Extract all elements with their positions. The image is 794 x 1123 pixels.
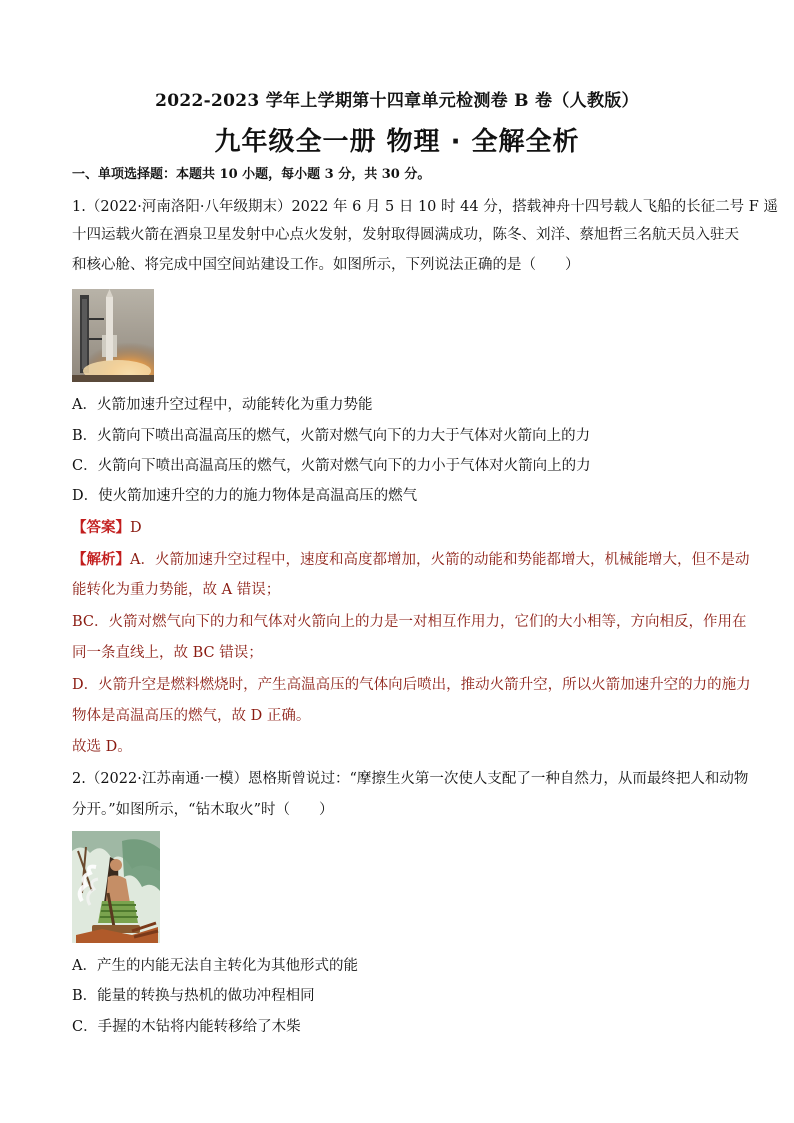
q1-analysis-line — [72, 550, 749, 570]
exam-subtitle: 九年级全一册 物理 · 全解全析 — [214, 127, 580, 157]
exam-title: 2022-2023 学年上学期第十四章单元检测卷 B 卷（人教版） — [155, 91, 639, 111]
q1-option-c: C．火箭向下喷出高温高压的燃气，火箭对燃气向下的力小于气体对火箭向上的力 — [72, 458, 591, 474]
rocket-launch-image — [72, 289, 154, 382]
q1-stem-line: 1.（2022·河南洛阳·八年级期末）2022 年 6 月 5 日 10 时 44 分，搭载神舟十四号载人飞船的长征二号 F 遥 — [72, 199, 778, 215]
answer-value: D — [130, 520, 142, 536]
drill-fire-graphic — [72, 831, 160, 943]
q1-analysis-line: 物体是高温高压的燃气，故 D 正确。 — [72, 708, 311, 724]
q1-stem-line: 和核心舱、将完成中国空间站建设工作。如图所示，下列说法正确的是（ ） — [72, 257, 580, 273]
q1-analysis-line: 同一条直线上，故 BC 错误； — [72, 645, 263, 661]
q1-answer — [72, 518, 142, 538]
q1-option-d: D．使火箭加速升空的力的施力物体是高温高压的燃气 — [72, 488, 418, 504]
q1-conclusion: 故选 D。 — [72, 739, 132, 755]
rocket-launch-graphic — [72, 289, 154, 382]
answer-label: 【答案】 — [72, 519, 130, 536]
drill-fire-image — [72, 831, 160, 943]
q2-option-a: A．产生的内能无法自主转化为其他形式的能 — [72, 958, 358, 974]
section-heading: 一、单项选择题：本题共 10 小题，每小题 3 分，共 30 分。 — [72, 167, 431, 182]
q1-analysis-line: BC．火箭对燃气向下的力和气体对火箭向上的力是一对相互作用力，它们的大小相等，方向相反，作用在 — [72, 614, 747, 630]
q1-stem-line: 十四运载火箭在酒泉卫星发射中心点火发射，发射取得圆满成功，陈冬、刘洋、蔡旭哲三名航天员入驻天 — [72, 227, 739, 243]
analysis-text: A．火箭加速升空过程中，速度和高度都增加，火箭的动能和势能都增大，机械能增大，但不是动 — [130, 552, 750, 568]
q1-option-a: A．火箭加速升空过程中，动能转化为重力势能 — [72, 397, 373, 413]
analysis-label: 【解析】 — [72, 551, 130, 568]
q1-analysis-line: D．火箭升空是燃料燃烧时，产生高温高压的气体向后喷出，推动火箭升空，所以火箭加速升空的力的施力 — [72, 677, 751, 693]
q1-option-b: B．火箭向下喷出高温高压的燃气，火箭对燃气向下的力大于气体对火箭向上的力 — [72, 428, 591, 444]
q2-stem-line: 分开。”如图所示，“钻木取火”时（ ） — [72, 802, 334, 818]
q2-option-c: C．手握的木钻将内能转移给了木柴 — [72, 1019, 301, 1035]
q2-option-b: B．能量的转换与热机的做功冲程相同 — [72, 988, 315, 1004]
q1-analysis-line: 能转化为重力势能，故 A 错误； — [72, 582, 281, 598]
q2-stem-line: 2.（2022·江苏南通·一模）恩格斯曾说过：“摩擦生火第一次使人支配了一种自然力，从而最终把人和动物 — [72, 771, 749, 787]
